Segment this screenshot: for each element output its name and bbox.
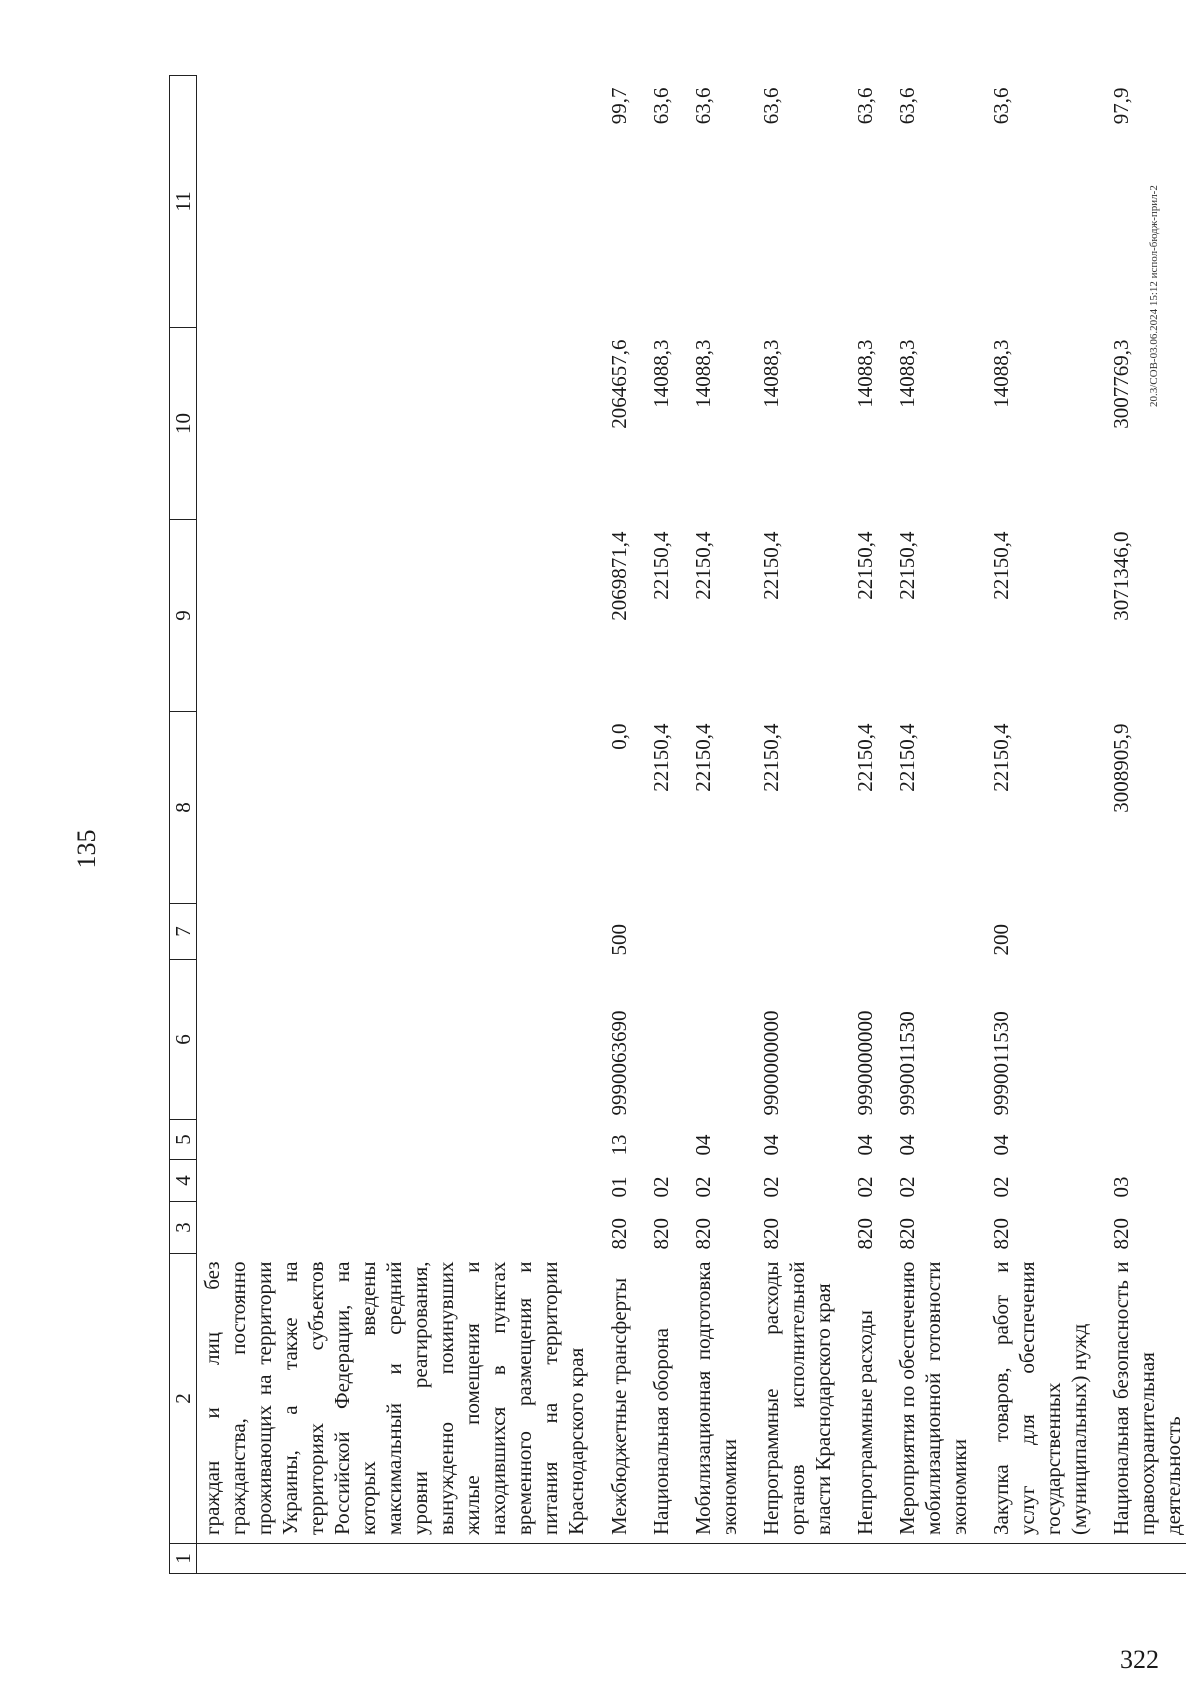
row-name: граждан и лиц без гражданства, постоянно проживающих на территории Украины, а также на территориях субъектов Российской Федерации, на которых введены максимальный и средний уровни реагирования, вынужденно покинувших жилые помещения и находившихся в пунктах временного размещения и питания на территории Краснодарского края [200,1261,589,1535]
row-code-subsection: 04 [894,1134,919,1156]
row-code-admin: 820 [758,1218,783,1250]
row-value-11: 63,6 [852,87,877,125]
column-header-10: 10 [170,328,197,520]
row-value-10: 3007769,3 [1108,339,1133,429]
row-value-10: 2064657,6 [606,339,631,429]
row-code-subsection: 04 [988,1134,1013,1156]
table-row [972,76,1092,1574]
row-value-11: 63,6 [988,87,1013,125]
row-code-section: 01 [606,1176,631,1198]
row-code-subsection: 04 [852,1134,877,1156]
row-value-10: 14088,3 [852,339,877,408]
row-value-10: 14088,3 [648,339,673,408]
row-code-type [836,904,878,960]
table-row [878,76,972,1574]
row-code-section: 02 [852,1176,877,1198]
row-code-admin: 820 [648,1218,673,1250]
row-code-section: 02 [758,1176,783,1198]
row-code-target [1092,960,1186,1120]
table-row [632,76,674,1574]
row-value-9: 22150,4 [894,531,919,600]
row-code-target: 9990011530 [894,1011,919,1116]
row-code-target: 9990063690 [606,1010,631,1116]
row-value-9: 22150,4 [690,531,715,600]
page-number: 135 [72,829,101,869]
row-value-9: 2069871,4 [606,531,631,621]
row-value-8: 22150,4 [988,723,1013,792]
row-value-8: 22150,4 [852,723,877,792]
column-header-6: 6 [170,960,197,1120]
row-code-subsection [1092,1120,1186,1160]
row-value-9: 22150,4 [852,531,877,600]
row-code-target [674,960,742,1120]
sheet-number: 322 [1120,1645,1159,1674]
row-value-8: 0,0 [606,723,631,750]
table-row [836,76,878,1574]
row-code-admin: 820 [1108,1218,1133,1250]
table-row [674,76,742,1574]
row-code-type [632,904,674,960]
row-value-8: 22150,4 [894,723,919,792]
row-code-section: 02 [988,1176,1013,1198]
column-header-2: 2 [170,1254,197,1544]
row-code-admin: 820 [988,1218,1013,1250]
row-code-type [674,904,742,960]
column-header-5: 5 [170,1120,197,1160]
column-header-9: 9 [170,520,197,712]
row-code-type [742,904,836,960]
row-name: Национальная оборона [648,1328,673,1535]
row-name: Национальная безопасность и правоохранительная деятельность [1108,1261,1186,1535]
row-code-subsection: 13 [606,1134,631,1156]
row-code-subsection [632,1120,674,1160]
row-code-target: 9990011530 [988,1011,1013,1116]
row-code-type: 500 [606,924,631,956]
row-value-11: 97,9 [1108,87,1133,125]
row-name: Закупка товаров, работ и услуг для обеспечения государственных (муниципальных) нужд [988,1261,1091,1535]
row-code-admin: 820 [606,1218,631,1250]
column-header-8: 8 [170,712,197,904]
row-name: Межбюджетные трансферты [606,1277,631,1535]
row-value-10: 14088,3 [690,339,715,408]
row-value-11: 63,6 [690,87,715,125]
row-value-9: 22150,4 [648,531,673,600]
row-code-section: 02 [690,1176,715,1198]
row-value-11: 63,6 [894,87,919,125]
row-value-11: 63,6 [758,87,783,125]
row-code-target [632,960,674,1120]
row-code-target: 9990000000 [852,1010,877,1116]
row-code-subsection: 04 [690,1134,715,1156]
table-row [1092,76,1186,1574]
column-header-1: 1 [170,1544,197,1574]
row-value-11: 99,7 [606,87,631,125]
row-value-10: 14088,3 [758,339,783,408]
column-header-4: 4 [170,1160,197,1202]
row-value-11: 63,6 [648,87,673,125]
row-code-section: 03 [1108,1176,1133,1198]
row-value-8: 3008905,9 [1108,723,1133,813]
row-code-section: 02 [648,1176,673,1198]
row-value-8: 22150,4 [758,723,783,792]
row-code-subsection: 04 [758,1134,783,1156]
row-value-8: 22150,4 [690,723,715,792]
header-row [170,76,197,1574]
document-footer-code: 20.3/СОВ-03.06.2024 15:12 испол-бюдж-прил-2 [1148,185,1160,407]
row-value-10: 14088,3 [988,339,1013,408]
row-name: Мероприятия по обеспечению мобилизационной готовности экономики [894,1261,971,1535]
row-value-9: 3071346,0 [1108,531,1133,621]
row-value-9: 22150,4 [988,531,1013,600]
table-row [742,76,836,1574]
row-value-10: 14088,3 [894,339,919,408]
column-header-3: 3 [170,1202,197,1254]
column-header-7: 7 [170,904,197,960]
row-code-admin: 820 [690,1218,715,1250]
row-name: Непрограммные расходы органов исполнительной власти Краснодарского края [758,1261,835,1535]
row-code-target: 9900000000 [758,1010,783,1116]
column-header-11: 11 [170,76,197,328]
row-code-admin: 820 [852,1218,877,1250]
row-code-type: 200 [988,924,1013,956]
budget-table [169,75,1186,1574]
row-value-8: 22150,4 [648,723,673,792]
table-row [197,76,590,1574]
row-code-admin: 820 [894,1218,919,1250]
row-code-type [878,904,972,960]
row-name: Непрограммные расходы [852,1310,877,1535]
row-code-type [1092,904,1186,960]
table-row [590,76,632,1574]
row-code-section: 02 [894,1176,919,1198]
row-value-9: 22150,4 [758,531,783,600]
row-name: Мобилизационная подготовка экономики [690,1261,741,1535]
